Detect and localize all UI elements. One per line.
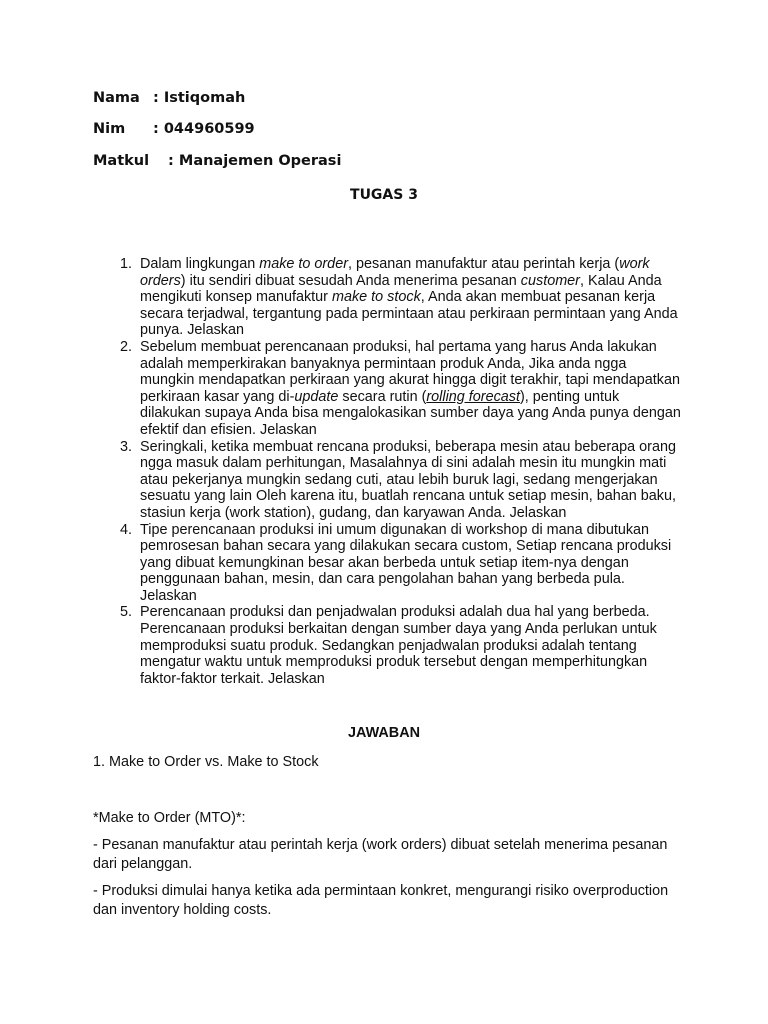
question-item <box>112 604 682 687</box>
question-text-emphasis: update <box>294 388 339 405</box>
nama-label: Nama <box>93 90 140 106</box>
question-text-segment: , pesanan manufaktur atau perintah kerja ( <box>348 256 620 272</box>
nim-row <box>93 121 255 137</box>
question-text-emphasis: rolling forecast <box>426 388 520 405</box>
question-list <box>112 256 682 687</box>
question-item <box>112 339 682 439</box>
question-text <box>140 604 682 687</box>
nim-label: Nim <box>93 121 126 137</box>
question-text-segment: secara rutin ( <box>338 388 427 405</box>
question-number: 4. <box>119 521 132 538</box>
answer-point-1: - Pesanan manufaktur atau perintah kerja (work orders) dibuat setelah menerima pesanan dari pelanggan. <box>93 837 668 872</box>
question-number: 5. <box>119 604 132 621</box>
question-number: 3. <box>119 438 132 455</box>
question-text-segment: Dalam lingkungan <box>140 256 260 272</box>
question-text <box>140 439 682 522</box>
question-text <box>140 522 682 605</box>
matkul-row <box>93 153 341 169</box>
mto-heading: *Make to Order (MTO)*: <box>93 810 246 826</box>
jawaban-title: JAWABAN <box>348 725 420 741</box>
question-text-segment: Sebelum membuat perencanaan produksi, hal pertama yang harus Anda lakukan adalah memperkirakan banyaknya permintaan produk Anda, Jika anda ngga mungkin mendapatkan perkiraan yang akurat hingga digit terakhir, tapi mendapatkan perkiraan kasar yang di- <box>140 338 680 405</box>
tugas-title: TUGAS 3 <box>350 187 418 203</box>
question-item <box>112 256 682 339</box>
question-text-emphasis: customer <box>520 272 580 289</box>
question-text <box>140 339 682 439</box>
question-text-segment: ) itu sendiri dibuat sesudah Anda menerima pesanan <box>180 272 521 289</box>
nama-row <box>93 90 245 106</box>
question-text-segment: Tipe perencanaan produksi ini umum digunakan di workshop di mana dibutukan pemrosesan bahan secara yang dilakukan secara custom, Setiap rencana produksi yang dibuat kemungkinan besar akan berbeda untuk setiap item-nya dengan penggunaan bahan, mesin, dan cara pengolahan bahan yang berbeda pula. Jelaskan <box>140 521 672 604</box>
question-text-emphasis: make to stock <box>331 289 421 306</box>
question-text-segment: ), penting untuk dilakukan supaya Anda bisa mengalokasikan sumber daya yang Anda punya dengan efektif dan efisien. Jelaskan <box>140 388 681 438</box>
nama-value: : Istiqomah <box>153 90 246 106</box>
question-number: 2. <box>119 338 132 355</box>
question-text-segment: , Kalau Anda mengikuti konsep manufaktur <box>140 272 662 306</box>
question-text-emphasis: make to order <box>259 256 348 272</box>
question-text-segment: Perencanaan produksi dan penjadwalan produksi adalah dua hal yang berbeda. Perencanaan produksi berkaitan dengan sumber daya yang Anda perlukan untuk memproduksi suatu produk. Sedangkan penjadwalan produksi adalah tentang mengatur waktu untuk memproduksi produk tersebut dengan memperhitungkan faktor-faktor terkait. Jelaskan <box>140 604 657 687</box>
question-text-segment: , Anda akan membuat pesanan kerja secara terjadwal, tergantung pada permintaan atau perkiraan permintaan yang Anda punya. Jelaskan <box>140 289 678 339</box>
question-item <box>112 439 682 522</box>
nim-value: : 044960599 <box>153 121 255 137</box>
question-text <box>140 256 682 339</box>
answer-point-2: - Produksi dimulai hanya ketika ada permintaan konkret, mengurangi risiko overproduction dan inventory holding costs. <box>93 883 669 918</box>
question-item <box>112 522 682 605</box>
question-text-segment: Seringkali, ketika membuat rencana produksi, beberapa mesin atau beberapa orang ngga masuk dalam perhitungan, Masalahnya di sini adalah mesin itu mungkin mati atau pekerjanya mungkin sedang cuti, atau lebih buruk lagi, sedang mengerjakan sesuatu yang lain Oleh karena itu, buatlah rencana untuk setiap mesin, bahan baku, stasiun kerja (work station), gudang, dan karyawan Anda. Jelaskan <box>140 438 677 521</box>
question-number: 1. <box>119 256 132 272</box>
matkul-label: Matkul <box>93 153 150 169</box>
question-text-emphasis: work orders <box>140 256 650 289</box>
answer-heading: 1. Make to Order vs. Make to Stock <box>93 754 319 770</box>
matkul-value: : Manajemen Operasi <box>163 153 342 169</box>
